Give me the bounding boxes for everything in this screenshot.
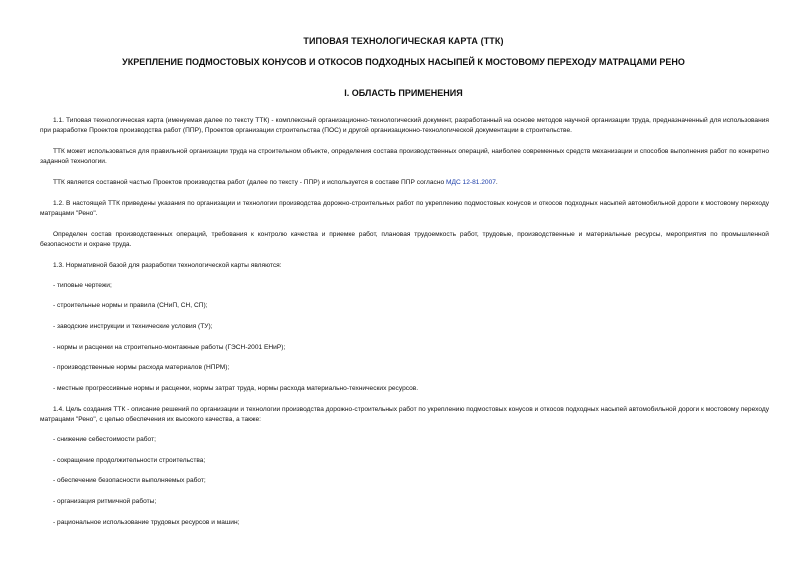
list-item: - организация ритмичной работы;: [53, 498, 157, 505]
list-item: - рациональное использование трудовых ресурсов и машин;: [53, 519, 240, 526]
list-item: - заводские инструкции и технические условия (ТУ);: [53, 323, 213, 330]
paragraph-1-1: 1.1. Типовая технологическая карта (именуемая далее по тексту ТТК) - комплексный организационно-технологический документ, разработанный на основе методов научной организации труда, предназначенный для использования при разработке Проектов производства работ (ППР), Проектов организации строительства (ПОС) и другой организационно-технологической документации в строительстве.: [40, 117, 769, 135]
list-item: - нормы и расценки на строительно-монтажные работы (ГЭСН-2001 ЕНиР);: [53, 344, 286, 351]
list-item: - типовые чертежи;: [53, 282, 112, 289]
document-title: ТИПОВАЯ ТЕХНОЛОГИЧЕСКАЯ КАРТА (ТТК): [303, 36, 504, 46]
paragraph-ttk-part-text: ТТК является составной частью Проектов производства работ (далее по тексту - ППР) и используется в составе ППР согласно: [53, 179, 446, 186]
list-item: - обеспечение безопасности выполняемых работ;: [53, 477, 206, 484]
paragraph-1-3: 1.3. Нормативной базой для разработки технологической карты являются:: [53, 262, 282, 269]
list-item: - строительные нормы и правила (СНиП, СН, СП);: [53, 302, 208, 309]
list-item: - сокращение продолжительности строительства;: [53, 457, 206, 464]
paragraph-ttk-usage: ТТК может использоваться для правильной организации труда на строительном объекте, определения состава производственных операций, наиболее современных средств механизации и способов выполнения работ по конкретно заданной технологии.: [40, 148, 769, 166]
paragraph-1-4: 1.4. Цель создания ТТК - описание решений по организации и технологии производства дорожно-строительных работ по укреплению подмостовых конусов и откосов подходных насыпей автомобильной дороги к мостовому переходу матрацами "Рено", с целью обеспечения их высокого качества, а также:: [40, 406, 769, 424]
document-subtitle: УКРЕПЛЕНИЕ ПОДМОСТОВЫХ КОНУСОВ И ОТКОСОВ ПОДХОДНЫХ НАСЫПЕЙ К МОСТОВОМУ ПЕРЕХОДУ МАТРАЦАМИ РЕНО: [122, 57, 685, 67]
list-item: - производственные нормы расхода материалов (НПРМ);: [53, 364, 230, 371]
list-item: - местные прогрессивные нормы и расценки, нормы затрат труда, нормы расхода материально-технических ресурсов.: [53, 385, 419, 392]
paragraph-1-2: 1.2. В настоящей ТТК приведены указания по организации и технологии производства дорожно-строительных работ по укреплению подмостовых конусов и откосов подходных насыпей автомобильной дороги к мостовому переходу матрацами "Рено".: [40, 200, 769, 218]
paragraph-composition: Определен состав производственных операций, требования к контролю качества и приемке работ, плановая трудоемкость работ, трудовые, производственные и материальные ресурсы, мероприятия по промышленной безопасности и охране труда.: [40, 231, 769, 249]
section-heading: I. ОБЛАСТЬ ПРИМЕНЕНИЯ: [344, 88, 463, 98]
paragraph-ttk-part: [40, 178, 769, 188]
list-item: - снижение себестоимости работ;: [53, 436, 156, 443]
paragraph-ttk-part-end: .: [495, 179, 498, 186]
mds-link[interactable]: МДС 12-81.2007: [445, 179, 496, 186]
